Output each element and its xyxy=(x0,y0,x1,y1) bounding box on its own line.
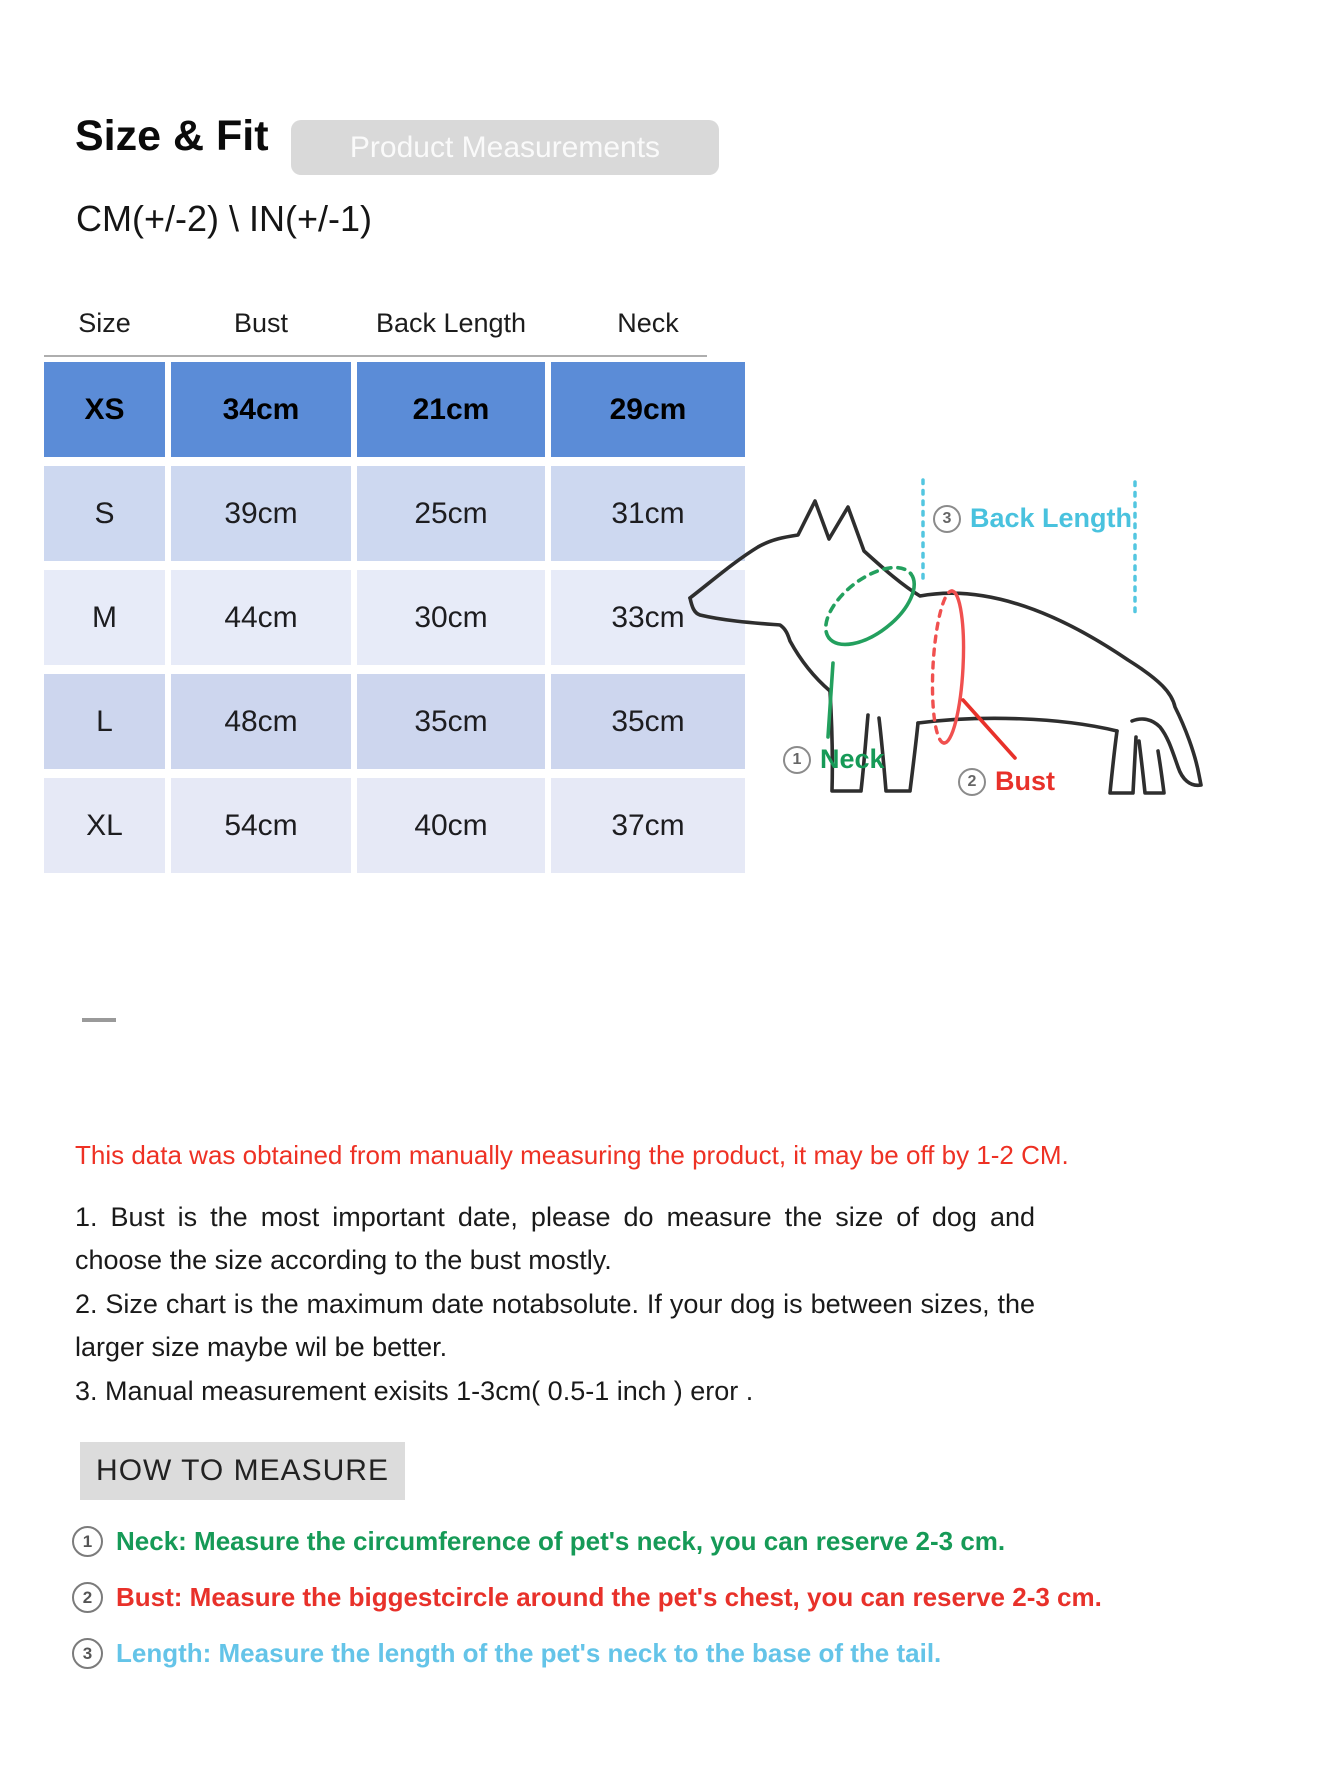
circled-1-icon: 1 xyxy=(783,746,811,774)
cell-l-neck: 35cm xyxy=(551,674,745,769)
note-item-3: 3. Manual measurement exisits 1-3cm( 0.5-1 inch ) eror . xyxy=(75,1376,754,1406)
measure-step-neck xyxy=(72,1526,1005,1557)
bust-label-text: Bust xyxy=(995,766,1055,796)
cell-xl-bust: 54cm xyxy=(171,778,351,873)
dog-outline xyxy=(690,501,1201,793)
separator-dash xyxy=(82,1018,116,1022)
cell-m-size: M xyxy=(44,570,165,665)
measure-step-neck-text: Neck: Measure the circumference of pet's neck, you can reserve 2-3 cm. xyxy=(116,1526,1006,1556)
how-to-measure-heading: HOW TO MEASURE xyxy=(80,1442,405,1500)
header-divider xyxy=(44,355,707,357)
measure-step-length-text: Length: Measure the length of the pet's neck to the base of the tail. xyxy=(116,1638,942,1668)
product-measurements-badge: Product Measurements xyxy=(291,120,719,175)
circled-3-icon: 3 xyxy=(933,505,961,533)
measurement-warning: This data was obtained from manually measuring the product, it may be off by 1-2 CM. xyxy=(75,1140,1069,1170)
column-header-back-length: Back Length xyxy=(375,308,527,338)
cell-xl-size: XL xyxy=(44,778,165,873)
circled-2-icon: 2 xyxy=(958,768,986,796)
cell-xl-back-length: 40cm xyxy=(357,778,545,873)
circled-3-icon: 3 xyxy=(72,1638,103,1669)
size-table-header xyxy=(44,299,745,345)
note-item-1: 1. Bust is the most important date, please do measure the size of dog and choose the size according to the bust mostly. xyxy=(75,1202,1035,1275)
cell-s-size: S xyxy=(44,466,165,561)
cell-xs-bust: 34cm xyxy=(171,362,351,457)
page-title: Size & Fit xyxy=(75,112,269,160)
cell-xs-size: XS xyxy=(44,362,165,457)
cell-m-neck: 33cm xyxy=(551,570,745,665)
neck-label xyxy=(783,744,885,775)
cell-m-back-length: 30cm xyxy=(357,570,545,665)
tolerance-note: CM(+/-2) \ IN(+/-1) xyxy=(76,198,373,239)
cell-s-back-length: 25cm xyxy=(357,466,545,561)
notes-list xyxy=(75,1196,1035,1414)
cell-s-neck: 31cm xyxy=(551,466,745,561)
bust-label xyxy=(958,766,1055,797)
cell-xs-back-length: 21cm xyxy=(357,362,545,457)
circled-2-icon: 2 xyxy=(72,1582,103,1613)
circled-1-icon: 1 xyxy=(72,1526,103,1557)
neck-label-text: Neck xyxy=(820,744,885,774)
cell-s-bust: 39cm xyxy=(171,466,351,561)
neck-circle xyxy=(826,568,914,645)
back-length-label xyxy=(933,503,1132,534)
cell-l-bust: 48cm xyxy=(171,674,351,769)
note-item-2: 2. Size chart is the maximum date notabsolute. If your dog is between sizes, the larger size maybe wil be better. xyxy=(75,1289,1035,1362)
cell-m-bust: 44cm xyxy=(171,570,351,665)
measure-step-length xyxy=(72,1638,941,1669)
back-length-label-text: Back Length xyxy=(970,503,1133,533)
column-header-neck: Neck xyxy=(617,308,679,338)
measure-step-bust-text: Bust: Measure the biggestcircle around the pet's chest, you can reserve 2-3 cm. xyxy=(116,1582,1102,1612)
size-table xyxy=(44,362,745,873)
cell-xs-neck: 29cm xyxy=(551,362,745,457)
column-header-size: Size xyxy=(78,308,131,338)
cell-l-back-length: 35cm xyxy=(357,674,545,769)
column-header-bust: Bust xyxy=(233,308,289,338)
cell-xl-neck: 37cm xyxy=(551,778,745,873)
measure-step-bust xyxy=(72,1582,1102,1613)
bust-pointer-line xyxy=(963,700,1015,758)
cell-l-size: L xyxy=(44,674,165,769)
